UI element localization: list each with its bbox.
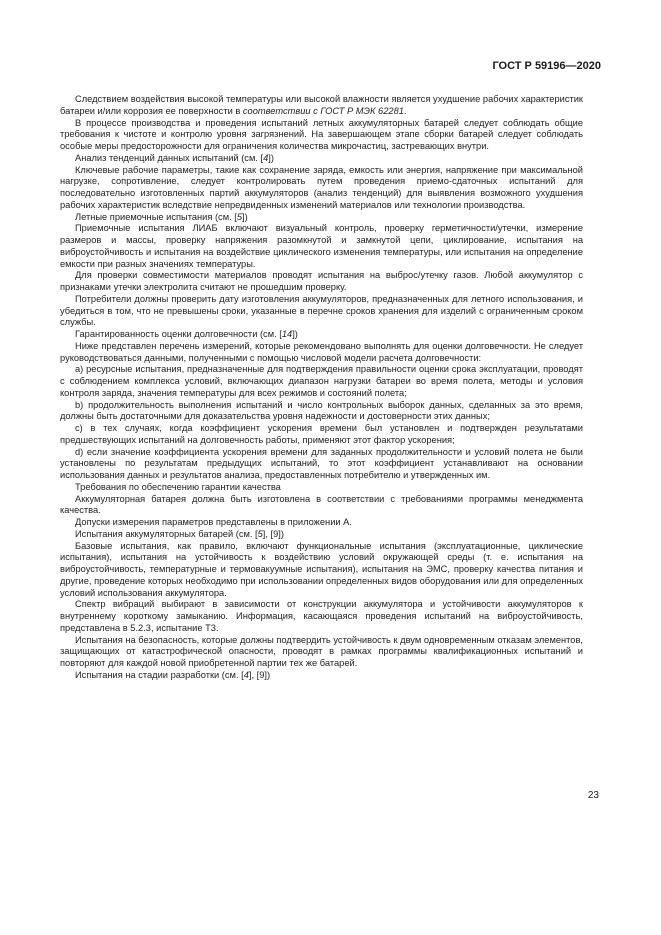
paragraph: Испытания на безопасность, которые должны подтвердить устойчивость к двум одновременным отказам элементов, защищающих от катастрофической опасности, проводят в рамках программы квалификационных испытаний и повторяют для каждой новой приобретенной партии тех же батарей. bbox=[60, 634, 583, 668]
list-item: а) ресурсные испытания, предназначенные для подтверждения правильности оценки срока эксплуатации, проводят с соблюдением комплекса условий, включающих диапазон нагрузки батареи во время полета, методы и условия контроля заряда, значения температуры для всех режимов и состояний полета; bbox=[60, 364, 583, 398]
paragraph: Приемочные испытания ЛИАБ включают визуальный контроль, проверку герметичности/утечки, измерение размеров и массы, проверку напряжения разомкнутой и замкнутой цепи, циклирование, испытания на виброустойчивость и испытания на воздействие циклического изменения температуры, или испытания на определение емкости при разных значениях температуры. bbox=[60, 223, 583, 269]
list-item: b) продолжительность выполнения испытаний и число контрольных выборок данных, сделанных за это время, должны быть достаточными для доказательства уровня надежности и достоверности этих данных; bbox=[60, 399, 583, 422]
section-heading: Летные приемочные испытания (см. [5]) bbox=[75, 211, 248, 222]
paragraph: Потребители должны проверить дату изготовления аккумуляторов, предназначенных для летного использования, и убедиться в том, что не превышены сроки, указанные в перечне сроков хранения для изделий с ограниченным сроком службы. bbox=[60, 293, 583, 328]
page-number: 23 bbox=[587, 790, 599, 801]
paragraph: Базовые испытания, как правило, включают функциональные испытания (эксплуатационные, циклические испытания), испытания на устойчивость к воздействию условий окружающей среды (т. е. испытания на виброустойчивость, температурные и термовакуумные испытания), испытания на ЭМС, проверку качества питания и другие, проведение которых необходимо при использовании определенных видов оборудования или для определенных условий использования аккумулятора. bbox=[60, 540, 583, 598]
paragraph: Для проверки совместимости материалов проводят испытания на выброс/утечку газов. Любой аккумулятор с признаками утечки электролита считают не прошедшим проверку. bbox=[60, 270, 583, 292]
list-item: с) в тех случаях, когда коэффициент ускорения времени был установлен и подтвержден результатами предшествующих испытаний на долговечность работы, применяют этот фактор ускорения; bbox=[60, 423, 583, 445]
document-body bbox=[60, 94, 583, 682]
section-heading: Испытания на стадии разработки (см. [4], [9]) bbox=[75, 669, 271, 680]
list-item: d) если значение коэффициента ускорения времени для заданных продолжительности и условий полета не были установлены по результатам предыдущих испытаний, то этот коэффициент устанавливают на основании использования данных и результатов анализа, предоставленных потребителю и утвержденных им. bbox=[60, 446, 583, 480]
paragraph: Аккумуляторная батарея должна быть изготовлена в соответствии с требованиями программы менеджмента качества. bbox=[60, 493, 583, 516]
paragraph: Допуски измерения параметров представлены в приложении А. bbox=[75, 517, 352, 527]
paragraph: Ключевые рабочие параметры, такие как сохранение заряда, емкость или энергия, напряжение при максимальной нагрузке, сопротивление, следует контролировать путем проведения приемо-сдаточных испытаний для последовательно изготовленных партий аккумуляторов (анализ тенденций) для выявления возможного ухудшения рабочих характеристик вследствие непредвиденных изменений материалов или технологии производства. bbox=[60, 164, 583, 210]
paragraph: Ниже представлен перечень измерений, которые рекомендовано выполнять для оценки долговечности. Не следует руководствоваться данными, полученными с помощью числовой модели расчета долговечности: bbox=[60, 340, 583, 363]
standard-header: ГОСТ Р 59196—2020 bbox=[492, 60, 601, 72]
section-heading: Анализ тенденций данных испытаний (см. [4]) bbox=[75, 152, 274, 163]
paragraph: Следствием воздействия высокой температуры или высокой влажности является ухудшение рабочих характеристик батареи и/или коррозия ее поверхности в соответствии с ГОСТ Р МЭК 62281. bbox=[60, 94, 583, 116]
section-heading: Испытания аккумуляторных батарей (см. [5], [9]) bbox=[75, 528, 284, 539]
section-heading: Гарантированность оценки долговечности (см. [14]) bbox=[75, 329, 298, 339]
paragraph: Спектр вибраций выбирают в зависимости от конструкции аккумулятора и устойчивости аккумуляторов к внутреннему короткому замыканию. Информация, касающаяся проведения испытаний на виброустойчивость, представлена в 5.2.3, испытание Т3. bbox=[60, 599, 583, 633]
section-heading: Требования по обеспечению гарантии качества bbox=[75, 481, 281, 492]
paragraph: В процессе производства и проведения испытаний летных аккумуляторных батарей следует соблюдать общие требования к чистоте и контролю уровня загрязнений. На завершающем этапе сборки батарей следует соблюдать особые меры предосторожности для ограничения количества микрочастиц, застревающих внутри. bbox=[60, 117, 583, 151]
